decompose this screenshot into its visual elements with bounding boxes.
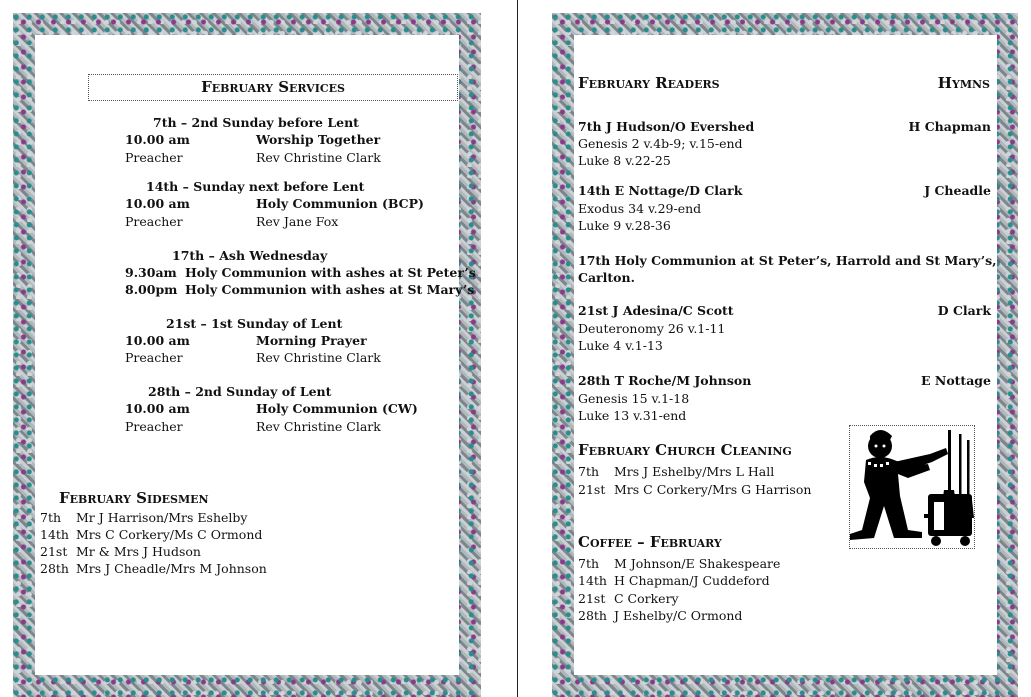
reading: Luke 8 v.22-25 (578, 153, 671, 168)
service-time: 10.00 am (125, 132, 190, 147)
sidesmen-date: 14th (40, 527, 69, 542)
service-time: 10.00 am (125, 401, 190, 416)
hymns-name: D Clark (937, 303, 991, 318)
cleaning-names: Mrs C Corkery/Mrs G Harrison (614, 482, 812, 497)
reading: Luke 9 v.28-36 (578, 218, 671, 233)
service-name: Holy Communion with ashes at St Mary’s (185, 282, 475, 297)
reading: Exodus 34 v.29-end (578, 201, 702, 216)
reading: Luke 4 v.1-13 (578, 338, 663, 353)
page-divider (517, 0, 518, 697)
coffee-names: J Eshelby/C Ormond (614, 608, 743, 623)
left-page-content (35, 35, 476, 675)
service-name: Holy Communion (CW) (256, 401, 418, 416)
service-heading: 7th – 2nd Sunday before Lent (153, 115, 359, 130)
cleaning-names: Mrs J Eshelby/Mrs L Hall (614, 464, 775, 479)
right-page-content (574, 35, 997, 675)
coffee-date: 14th (578, 573, 607, 588)
reader-heading: 28th T Roche/M Johnson (578, 373, 752, 388)
left-page (13, 13, 481, 697)
sidesmen-date: 28th (40, 561, 69, 576)
service-heading: 14th – Sunday next before Lent (146, 179, 365, 194)
reader-heading: 7th J Hudson/O Evershed (578, 119, 755, 134)
service-time: 10.00 am (125, 333, 190, 348)
cleaning-date: 7th (578, 464, 600, 479)
hymns-name: H Chapman (908, 119, 991, 134)
coffee-title: Coffee – February (578, 533, 722, 551)
services-title: February Services (88, 74, 458, 101)
preacher-label: Preacher (125, 350, 183, 365)
reader-heading: 14th E Nottage/D Clark (578, 183, 743, 198)
hymns-name: E Nottage (921, 373, 991, 388)
sidesmen-names: Mrs C Corkery/Ms C Ormond (76, 527, 263, 542)
cleaner-clipart (849, 425, 975, 549)
coffee-names: C Corkery (614, 591, 679, 606)
service-heading: 17th – Ash Wednesday (172, 248, 328, 263)
service-name: Morning Prayer (256, 333, 367, 348)
coffee-names: M Johnson/E Shakespeare (614, 556, 781, 571)
right-page (552, 13, 1018, 697)
sidesmen-names: Mrs J Cheadle/Mrs M Johnson (76, 561, 267, 576)
communion-note: 17th Holy Communion at St Peter’s, Harrold and St Mary’s, (578, 253, 997, 268)
cleaner-icon (850, 426, 974, 548)
cleaning-date: 21st (578, 482, 606, 497)
preacher-name: Rev Christine Clark (256, 350, 381, 365)
preacher-label: Preacher (125, 214, 183, 229)
sidesmen-names: Mr & Mrs J Hudson (76, 544, 201, 559)
communion-note: Carlton. (578, 270, 635, 285)
coffee-date: 7th (578, 556, 600, 571)
coffee-date: 21st (578, 591, 606, 606)
preacher-name: Rev Jane Fox (256, 214, 339, 229)
reading: Luke 13 v.31-end (578, 408, 687, 423)
service-time: 8.00pm (125, 282, 178, 297)
coffee-date: 28th (578, 608, 607, 623)
hymns-name: J Cheadle (924, 183, 991, 198)
reading: Deuteronomy 26 v.1-11 (578, 321, 726, 336)
service-name: Holy Communion (BCP) (256, 196, 424, 211)
service-heading: 21st – 1st Sunday of Lent (166, 316, 343, 331)
preacher-label: Preacher (125, 419, 183, 434)
preacher-name: Rev Christine Clark (256, 150, 381, 165)
sidesmen-date: 21st (40, 544, 68, 559)
cleaning-title: February Church Cleaning (578, 441, 792, 459)
service-heading: 28th – 2nd Sunday of Lent (148, 384, 332, 399)
preacher-label: Preacher (125, 150, 183, 165)
service-name: Worship Together (256, 132, 381, 147)
reading: Genesis 2 v.4b-9; v.15-end (578, 136, 743, 151)
service-name: Holy Communion with ashes at St Peter’s (185, 265, 476, 280)
service-time: 9.30am (125, 265, 177, 280)
sidesmen-title: February Sidesmen (59, 489, 209, 507)
reading: Genesis 15 v.1-18 (578, 391, 690, 406)
service-time: 10.00 am (125, 196, 190, 211)
sidesmen-names: Mr J Harrison/Mrs Eshelby (76, 510, 248, 525)
reader-heading: 21st J Adesina/C Scott (578, 303, 734, 318)
readers-title: February Readers (578, 74, 720, 92)
coffee-names: H Chapman/J Cuddeford (614, 573, 770, 588)
preacher-name: Rev Christine Clark (256, 419, 381, 434)
sidesmen-date: 7th (40, 510, 62, 525)
hymns-title: Hymns (937, 74, 990, 92)
